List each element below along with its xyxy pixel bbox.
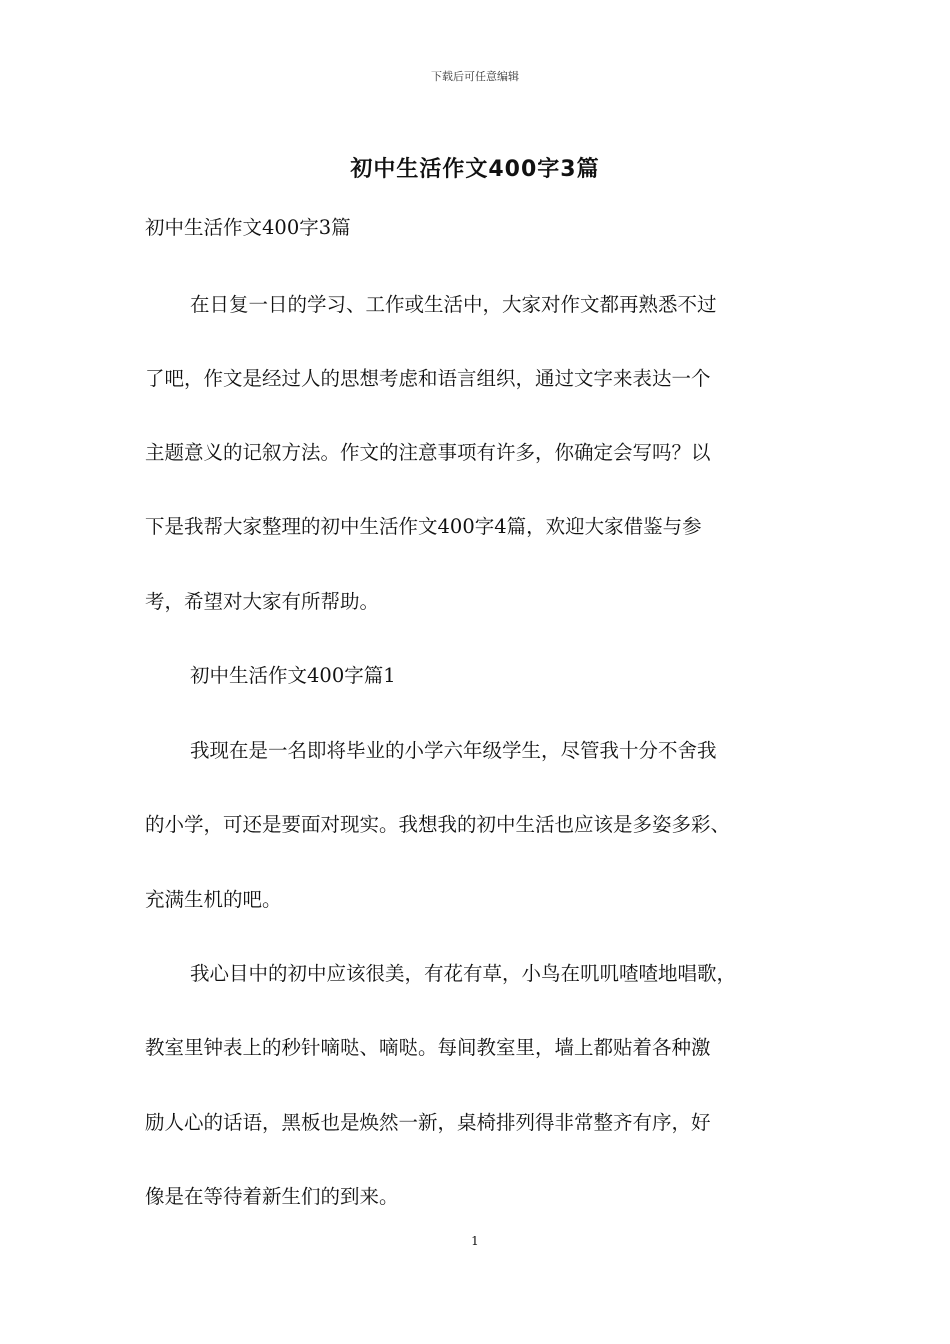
text-line: 教室里钟表上的秒针嘀哒、嘀哒。每间教室里，墙上都贴着各种激 bbox=[145, 1036, 711, 1059]
text-line: 考，希望对大家有所帮助。 bbox=[145, 590, 380, 613]
text-line: 的小学，可还是要面对现实。我想我的初中生活也应该是多姿多彩、 bbox=[145, 813, 731, 836]
text-line: 我现在是一名即将毕业的小学六年级学生，尽管我十分不舍我 bbox=[190, 739, 717, 762]
document-subtitle: 初中生活作文400字3篇 bbox=[145, 216, 351, 239]
text-line: 主题意义的记叙方法。作文的注意事项有许多，你确定会写吗？以 bbox=[145, 441, 711, 464]
text-line: 像是在等待着新生们的到来。 bbox=[145, 1185, 399, 1208]
text-line: 充满生机的吧。 bbox=[145, 888, 282, 911]
section-heading: 初中生活作文400字篇1 bbox=[190, 664, 396, 687]
header-note: 下载后可任意编辑 bbox=[431, 70, 519, 83]
text-line: 励人心的话语，黑板也是焕然一新，桌椅排列得非常整齐有序，好 bbox=[145, 1111, 711, 1134]
text-line: 在日复一日的学习、工作或生活中，大家对作文都再熟悉不过 bbox=[190, 293, 717, 316]
document-title: 初中生活作文400字3篇 bbox=[350, 157, 600, 182]
text-line: 了吧，作文是经过人的思想考虑和语言组织，通过文字来表达一个 bbox=[145, 367, 711, 390]
text-line: 下是我帮大家整理的初中生活作文400字4篇，欢迎大家借鉴与参 bbox=[145, 515, 702, 538]
page-number: 1 bbox=[471, 1234, 479, 1248]
text-line: 我心目中的初中应该很美，有花有草，小鸟在叽叽喳喳地唱歌， bbox=[190, 962, 737, 985]
